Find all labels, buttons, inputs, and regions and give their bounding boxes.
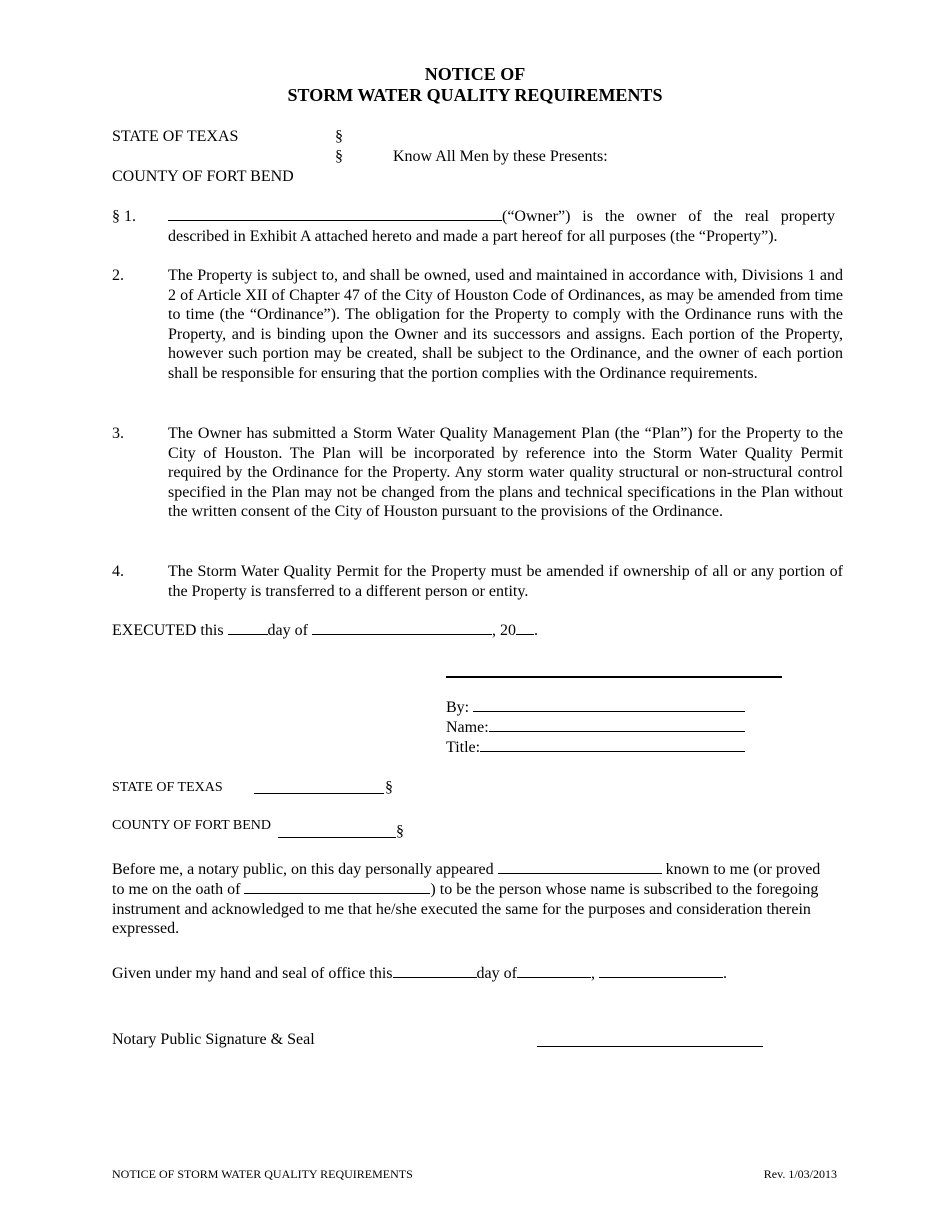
notary-line-2b: ) to be the person whose name is subscribed to the foregoing xyxy=(430,881,819,898)
para-2-number: 2. xyxy=(112,267,124,284)
para-4-number: 4. xyxy=(112,563,124,580)
para-2-text: The Property is subject to, and shall be owned, used and maintained in accordance with, Divisions 1 and 2 of Article XII of Chapter 47 of the City of Houston Code of Ordinances, as may be amended from time to time (the “Ordinance”). The obligation for the Property to comply with the Ordinance runs with the Property, and is binding upon the Owner and its successors and assigns. Each portion of the Property, however such portion may be created, shall be subject to the Ordinance, and the owner of each portion shall be responsible for ensuring that the portion complies with the Ordinance requirements. xyxy=(168,267,843,382)
footer-right: Rev. 1/03/2013 xyxy=(763,1167,837,1181)
notary-state: STATE OF TEXAS xyxy=(112,780,223,795)
executed-day-blank[interactable] xyxy=(228,621,268,635)
given-line xyxy=(112,964,727,984)
para-1-number: § 1. xyxy=(112,208,136,225)
notary-oath-blank[interactable] xyxy=(244,880,430,894)
caption-state: STATE OF TEXAS xyxy=(112,128,239,145)
notary-line-1a: Before me, a notary public, on this day personally appeared xyxy=(112,861,494,878)
notary-signature-label: Notary Public Signature & Seal xyxy=(112,1031,315,1048)
para-3-text: The Owner has submitted a Storm Water Quality Management Plan (the “Plan”) for the Property to the City of Houston. The Plan will be incorporated by reference into the Storm Water Quality Permit required by the Ordinance for the Property. Any storm water quality structural or non-structural control specified in the Plan may not be changed from the plans and technical specifications in the Plan without the written consent of the City of Houston pursuant to the provisions of the Ordinance. xyxy=(168,425,843,520)
notary-signature-line[interactable] xyxy=(537,1046,763,1047)
notary-line-1b: known to me (or proved xyxy=(665,861,821,878)
signature-name-blank[interactable] xyxy=(489,718,745,732)
notary-line-2 xyxy=(112,880,818,900)
signature-title-row xyxy=(446,738,745,758)
notary-line-1 xyxy=(112,860,820,880)
title-line-2: STORM WATER QUALITY REQUIREMENTS xyxy=(287,85,663,105)
entity-signature-line[interactable] xyxy=(446,676,782,678)
caption-section-mark-1: § xyxy=(335,128,343,145)
executed-period: . xyxy=(533,622,538,639)
signature-name-label: Name: xyxy=(446,719,489,736)
signature-by-label: By: xyxy=(446,699,470,716)
para-1-line-1 xyxy=(168,207,843,227)
title-line-1: NOTICE OF xyxy=(424,64,526,84)
caption-county: COUNTY OF FORT BEND xyxy=(112,168,294,185)
notary-county-blank[interactable] xyxy=(278,837,396,838)
notary-county: COUNTY OF FORT BEND xyxy=(112,818,272,833)
signature-name-row xyxy=(446,718,745,738)
notary-county-section-mark: § xyxy=(396,823,404,840)
executed-line xyxy=(112,621,538,641)
signature-by-row xyxy=(446,698,745,718)
given-period: . xyxy=(722,965,727,982)
para-3-number: 3. xyxy=(112,425,124,442)
notary-line-4: expressed. xyxy=(112,920,180,937)
executed-year-blank[interactable] xyxy=(516,621,534,635)
signature-title-label: Title: xyxy=(446,739,481,756)
executed-month-blank[interactable] xyxy=(312,621,492,635)
given-prefix: Given under my hand and seal of office this xyxy=(112,965,393,982)
signature-title-blank[interactable] xyxy=(480,738,745,752)
given-day-of: day of xyxy=(476,965,517,982)
owner-blank[interactable] xyxy=(168,207,502,221)
signature-by-blank[interactable] xyxy=(473,698,745,712)
footer-left: NOTICE OF STORM WATER QUALITY REQUIREMENTS xyxy=(112,1167,413,1181)
caption-section-mark-2: § xyxy=(335,148,343,165)
notary-appeared-blank[interactable] xyxy=(498,860,662,874)
notary-state-blank[interactable] xyxy=(254,793,384,794)
given-year-blank[interactable] xyxy=(599,964,723,978)
notary-state-section-mark: § xyxy=(385,779,393,796)
caption-know-all: Know All Men by these Presents: xyxy=(393,148,608,165)
executed-day-of: day of xyxy=(267,622,308,639)
given-comma: , xyxy=(590,965,595,982)
executed-prefix: EXECUTED this xyxy=(112,622,224,639)
para-4-text: The Storm Water Quality Permit for the Property must be amended if ownership of all or any portion of the Property is transferred to a different person or entity. xyxy=(168,563,843,600)
given-month-blank[interactable] xyxy=(517,964,591,978)
given-day-blank[interactable] xyxy=(393,964,477,978)
executed-year-prefix: , 20 xyxy=(491,622,516,639)
para-1-text-after-blank: (“Owner”) is the owner of the real property xyxy=(502,208,835,225)
para-1-line-2: described in Exhibit A attached hereto and made a part hereof for all purposes (the “Property”). xyxy=(168,228,778,245)
notary-line-3: instrument and acknowledged to me that he/she executed the same for the purposes and consideration therein xyxy=(112,901,811,918)
notary-line-2a: to me on the oath of xyxy=(112,881,241,898)
